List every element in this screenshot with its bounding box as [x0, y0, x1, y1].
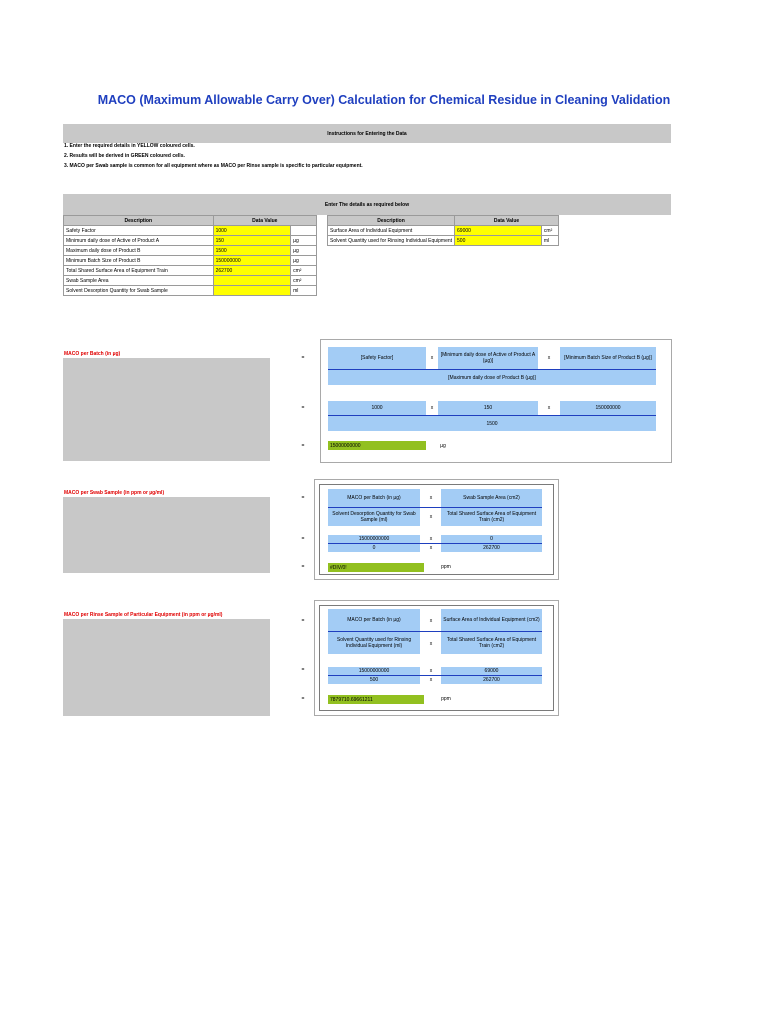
safety-factor-input[interactable]: 1000 — [213, 226, 291, 236]
min-dose-a-input[interactable]: 150 — [213, 236, 291, 246]
multiply-sign: x — [429, 641, 433, 647]
formula-rinse-solvent: Solvent Quantity used for Rinsing Individual Equipment (ml) — [328, 632, 420, 654]
multiply-sign: x — [429, 677, 433, 683]
formula-swab-area: Swab Sample Area (cm2) — [441, 489, 542, 507]
multiply-sign: x — [430, 405, 434, 411]
formula-total-surface-area: Total Shared Surface Area of Equipment Train (cm2) — [441, 632, 542, 654]
maco-batch-notes — [63, 358, 270, 461]
multiply-sign: x — [429, 495, 433, 501]
formula-safety-factor: [Safety Factor] — [328, 347, 426, 369]
table-row — [64, 286, 317, 296]
details-header: Enter The details as required below — [63, 194, 671, 215]
multiply-sign: x — [429, 618, 433, 624]
equals-sign: = — [301, 405, 305, 411]
value-equipment-surface-area: 69000 — [441, 667, 542, 675]
formula-swab-desorption: Solvent Desorption Quantity for Swab Sample (ml) — [328, 508, 420, 526]
unit: cm² — [291, 266, 317, 276]
maco-batch-label: MACO per Batch (in µg) — [64, 351, 121, 357]
maco-batch-result: 15000000000 — [328, 441, 426, 450]
row-label: Solvent Desorption Quantity for Swab Sample — [64, 286, 214, 296]
formula-total-surface-area: Total Shared Surface Area of Equipment Train (cm2) — [441, 508, 542, 526]
row-label: Solvent Quantity used for Rinsing Individual Equipment — [328, 236, 455, 246]
row-label: Minimum Batch Size of Product B — [64, 256, 214, 266]
right-input-table — [327, 215, 559, 246]
col-data-value: Data Value — [455, 216, 559, 226]
result-unit: ppm — [441, 696, 451, 702]
value-safety-factor: 1000 — [328, 401, 426, 415]
equals-sign: = — [301, 667, 305, 673]
unit: µg — [291, 256, 317, 266]
value-maco-batch: 15000000000 — [328, 535, 420, 543]
maco-rinse-notes — [63, 619, 270, 716]
multiply-sign: x — [430, 355, 434, 361]
unit: µg — [291, 246, 317, 256]
equals-sign: = — [301, 696, 305, 702]
unit: ml — [541, 236, 558, 246]
col-description: Description — [328, 216, 455, 226]
multiply-sign: x — [429, 514, 433, 520]
maco-swab-notes — [63, 497, 270, 573]
max-dose-b-input[interactable]: 1500 — [213, 246, 291, 256]
maco-rinse-result: 7879710.69661211 — [328, 695, 424, 704]
unit: cm² — [541, 226, 558, 236]
unit: cm² — [291, 276, 317, 286]
row-label: Maximum daily dose of Product B — [64, 246, 214, 256]
maco-rinse-label: MACO per Rinse Sample of Particular Equipment (in ppm or µg/ml) — [64, 612, 223, 618]
rinse-solvent-input[interactable]: 500 — [455, 236, 542, 246]
min-batch-b-input[interactable]: 150000000 — [213, 256, 291, 266]
value-rinse-solvent: 500 — [328, 676, 420, 684]
result-unit: ppm — [441, 564, 451, 570]
equals-sign: = — [301, 355, 305, 361]
formula-max-dose-b: [Maximum daily dose of Product B (µg)] — [328, 370, 656, 385]
table-row — [64, 236, 317, 246]
result-unit: µg — [440, 443, 446, 449]
value-maco-batch: 15000000000 — [328, 667, 420, 675]
value-swab-desorption: 0 — [328, 544, 420, 552]
swab-area-input[interactable] — [213, 276, 291, 286]
multiply-sign: x — [429, 545, 433, 551]
table-row — [64, 226, 317, 236]
multiply-sign: x — [547, 355, 551, 361]
multiply-sign: x — [547, 405, 551, 411]
unit: µg — [291, 236, 317, 246]
col-description: Description — [64, 216, 214, 226]
equals-sign: = — [301, 495, 305, 501]
row-label: Minimum daily dose of Active of Product A — [64, 236, 214, 246]
formula-min-batch-b: [Minimum Batch Size of Product B (µg)] — [560, 347, 656, 369]
unit — [291, 226, 317, 236]
left-input-table — [63, 215, 317, 296]
value-min-batch-b: 150000000 — [560, 401, 656, 415]
swab-desorption-input[interactable] — [213, 286, 291, 296]
unit: ml — [291, 286, 317, 296]
row-label: Surface Area of Individual Equipment — [328, 226, 455, 236]
table-row — [328, 226, 559, 236]
instruction-line: 3. MACO per Swab sample is common for all equipment where as MACO per Rinse sample is specific to particular equipment. — [64, 163, 363, 169]
instruction-line: 1. Enter the required details in YELLOW coloured cells. — [64, 143, 195, 149]
multiply-sign: x — [429, 536, 433, 542]
table-row — [64, 246, 317, 256]
row-label: Swab Sample Area — [64, 276, 214, 286]
instruction-line: 2. Results will be derived in GREEN coloured cells. — [64, 153, 185, 159]
formula-min-dose-a: [Minimum daily dose of Active of Product A (µg)] — [438, 347, 538, 369]
page-title: MACO (Maximum Allowable Carry Over) Calculation for Chemical Residue in Cleaning Validation — [97, 93, 671, 107]
maco-swab-label: MACO per Swab Sample (in ppm or µg/ml) — [64, 490, 165, 496]
equals-sign: = — [301, 564, 305, 570]
equipment-surface-area-input[interactable]: 69000 — [455, 226, 542, 236]
table-row — [64, 276, 317, 286]
maco-swab-result: #DIV/0! — [328, 563, 424, 572]
formula-equipment-surface-area: Surface Area of Individual Equipment (cm2) — [441, 609, 542, 631]
total-surface-area-input[interactable]: 262700 — [213, 266, 291, 276]
col-data-value: Data Value — [213, 216, 316, 226]
value-min-dose-a: 150 — [438, 401, 538, 415]
multiply-sign: x — [429, 668, 433, 674]
table-row — [64, 266, 317, 276]
value-total-surface-area: 262700 — [441, 544, 542, 552]
formula-maco-batch: MACO per Batch (in µg) — [328, 489, 420, 507]
table-row — [64, 256, 317, 266]
equals-sign: = — [301, 443, 305, 449]
value-swab-area: 0 — [441, 535, 542, 543]
value-total-surface-area: 262700 — [441, 676, 542, 684]
equals-sign: = — [301, 618, 305, 624]
table-row — [328, 236, 559, 246]
row-label: Safety Factor — [64, 226, 214, 236]
formula-maco-batch: MACO per Batch (in µg) — [328, 609, 420, 631]
value-max-dose-b: 1500 — [328, 416, 656, 431]
equals-sign: = — [301, 536, 305, 542]
instructions-list — [64, 141, 664, 171]
instructions-header: Instructions for Entering the Data — [63, 124, 671, 143]
row-label: Total Shared Surface Area of Equipment Train — [64, 266, 214, 276]
